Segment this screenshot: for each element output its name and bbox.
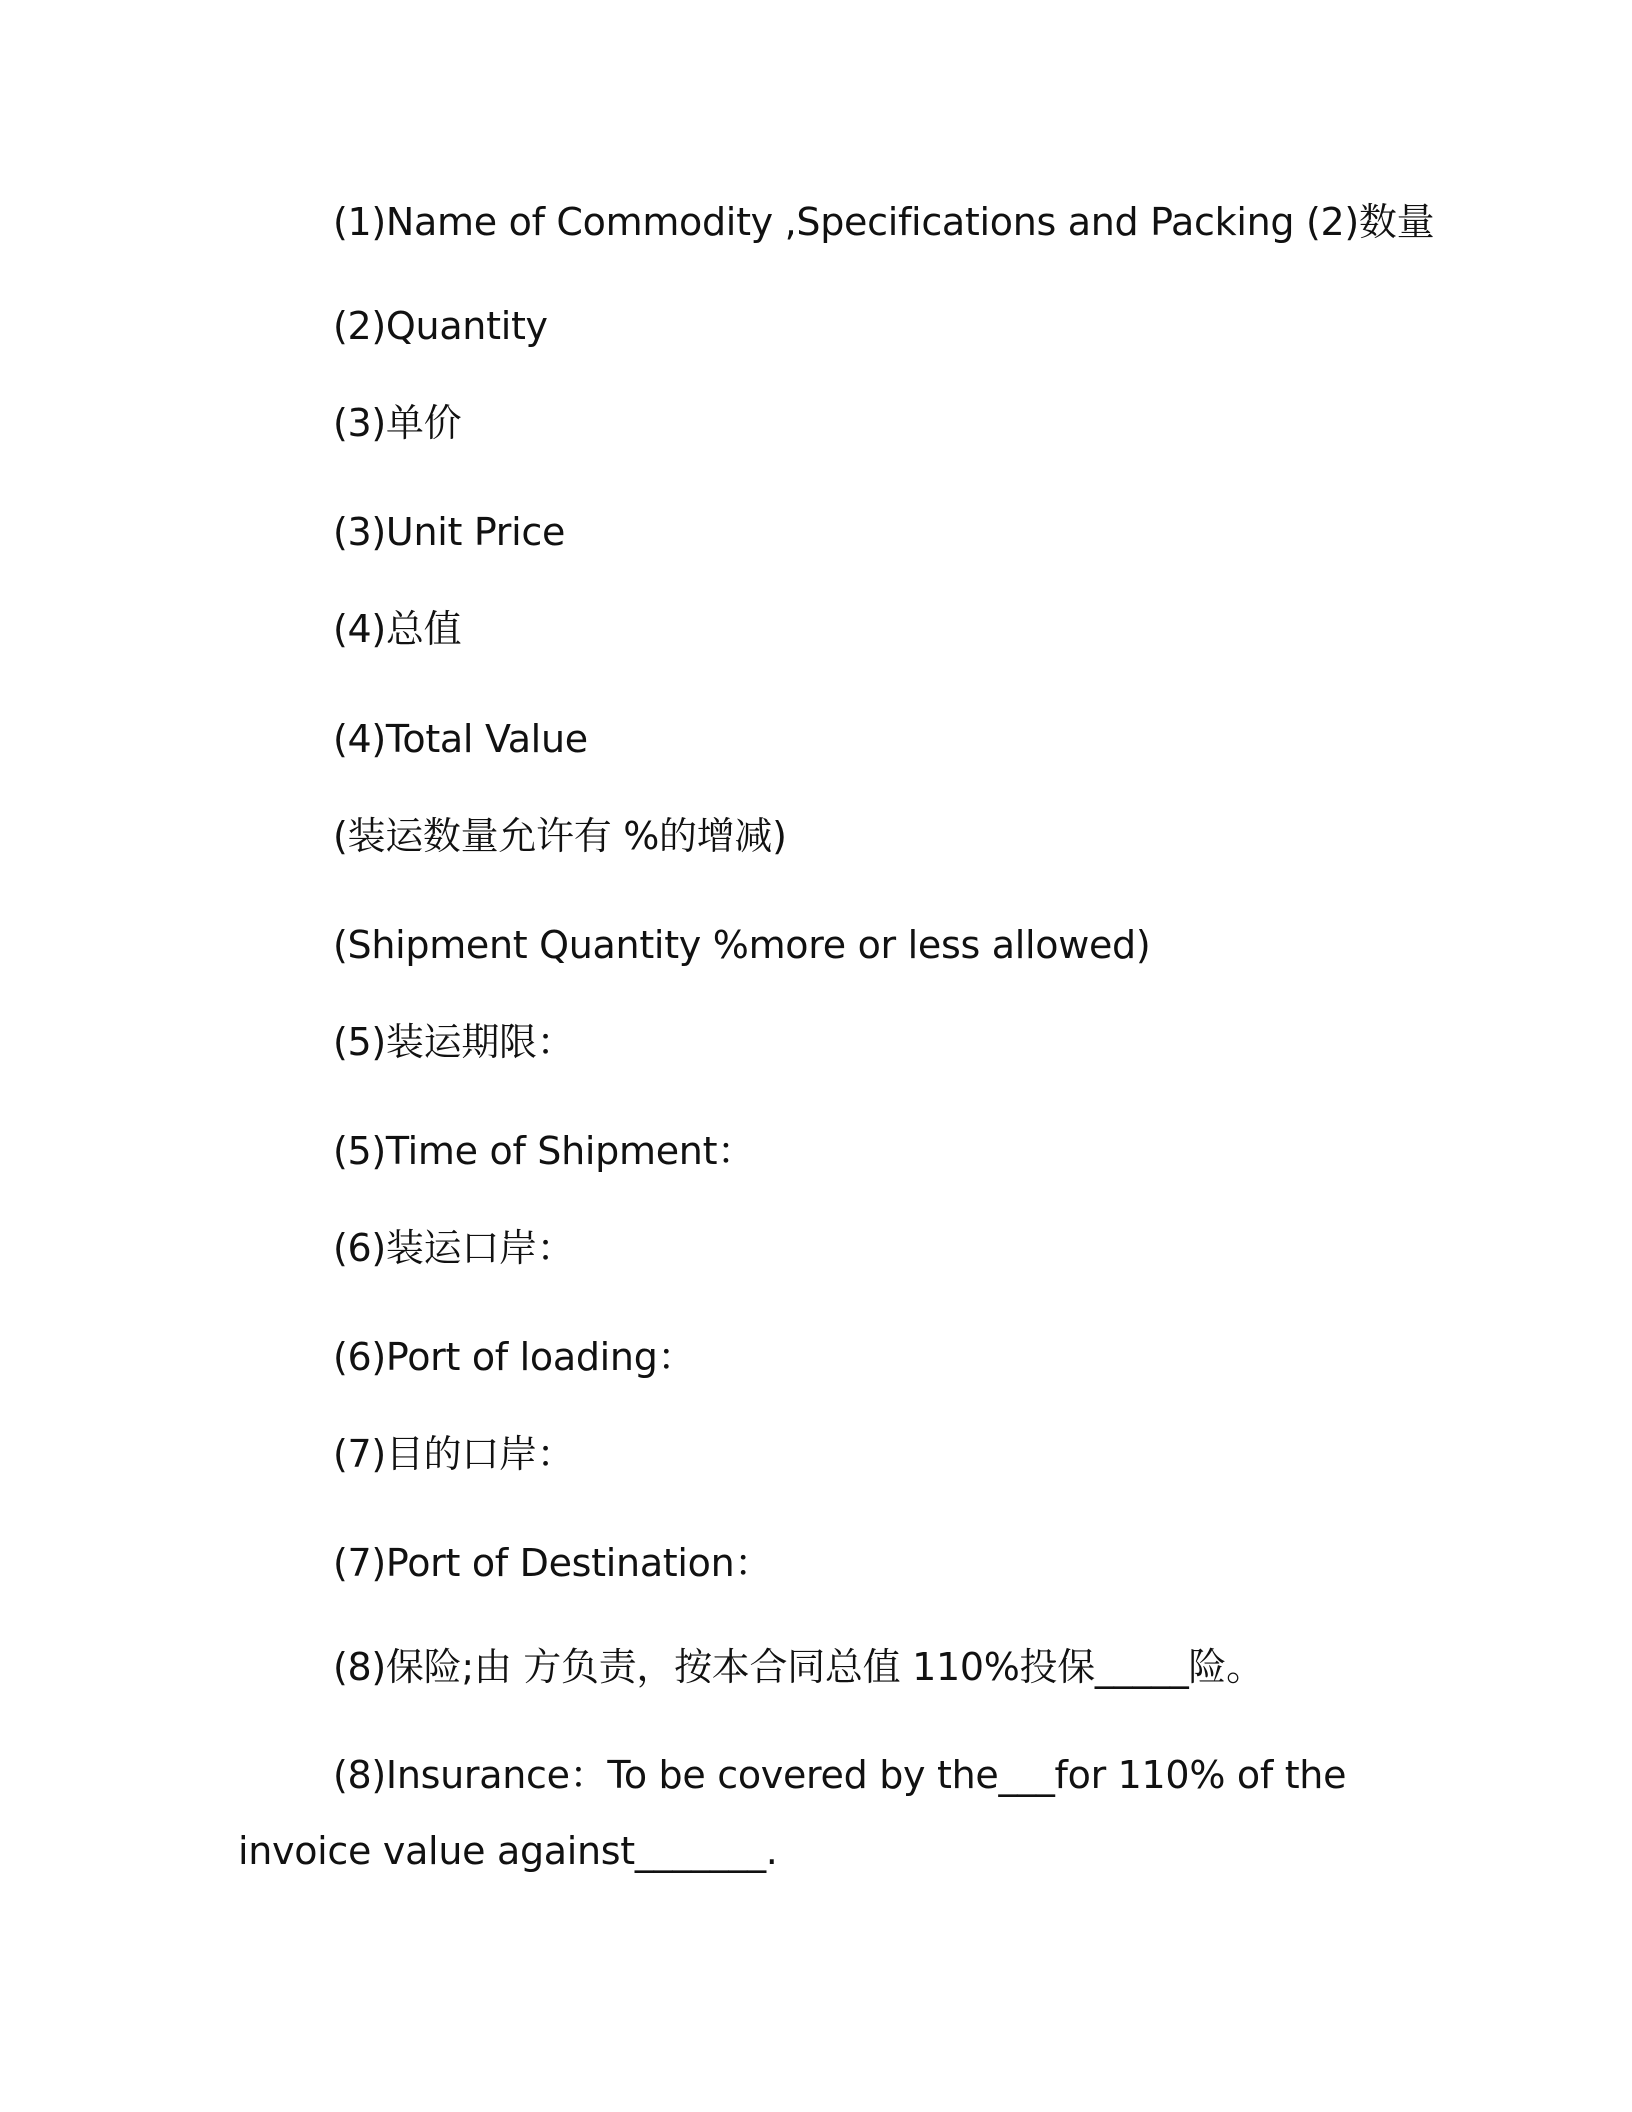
item-6-port-of-loading-en: (6)Port of loading： xyxy=(333,1335,696,1379)
item-8-insurance-en-continued: invoice value against_______. xyxy=(238,1829,778,1873)
item-8-insurance-en: (8)Insurance：To be covered by the___for 110% of the xyxy=(333,1753,1347,1797)
item-3-unit-price-en: (3)Unit Price xyxy=(333,510,566,554)
shipment-tolerance-en: (Shipment Quantity %more or less allowed) xyxy=(333,923,1151,967)
shipment-tolerance-zh: (装运数量允许有 %的增减) xyxy=(333,814,787,858)
item-6-port-of-loading-zh: (6)装运口岸： xyxy=(333,1226,575,1270)
item-1-commodity-heading: (1)Name of Commodity ,Specifications and Packing (2)数量 xyxy=(333,200,1435,244)
item-8-insurance-zh: (8)保险;由 方负责，按本合同总值 110%投保_____险。 xyxy=(333,1645,1264,1689)
item-2-quantity-heading: (2)Quantity xyxy=(333,304,548,348)
item-5-shipment-time-en: (5)Time of Shipment： xyxy=(333,1129,755,1173)
item-5-shipment-time-zh: (5)装运期限： xyxy=(333,1020,575,1064)
item-7-destination-en: (7)Port of Destination： xyxy=(333,1541,773,1585)
item-4-total-value-en: (4)Total Value xyxy=(333,717,588,761)
item-3-unit-price-zh: (3)单价 xyxy=(333,401,462,445)
item-4-total-value-zh: (4)总值 xyxy=(333,607,462,651)
item-7-destination-zh: (7)目的口岸： xyxy=(333,1432,575,1476)
